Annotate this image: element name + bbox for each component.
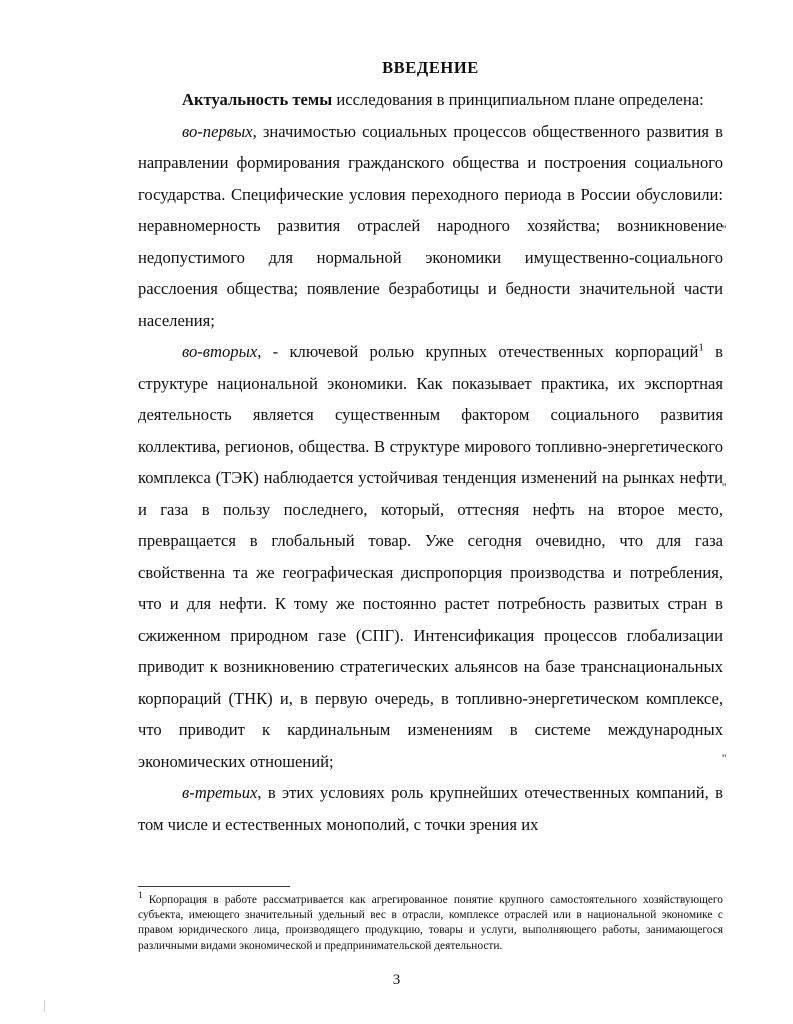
- lead-phrase-2: темы: [288, 90, 333, 109]
- page-title: ВВЕДЕНИЕ: [382, 58, 479, 77]
- paragraph-first-text: , значимостью социальных процессов общественного развития в направлении формирования гражданского общества и построения социального государства. Специфические условия переходного периода в России обусловили: неравномерность развития отраслей народного хозяйства; возникновение недопустимого для нормальной экономики имущественно-социального расслоения общества; появление безработицы и бедности значительной части населения;: [138, 121, 723, 330]
- paragraph-intro: [138, 84, 723, 116]
- page-number: 3: [392, 972, 401, 988]
- page-content: [138, 58, 723, 840]
- paragraph-second-text-after: в структуре национальной экономики. Как показывает практика, их экспортная деятельность является существенным фактором социального развития коллектива, регионов, общества. В структуре мирового топливно-энергетического комплекса (ТЭК) наблюдается устойчивая тенденция изменений на рынках нефти и газа в пользу последнего, который, оттесняя нефть на второе место, превращается в глобальный товар. Уже сегодня очевидно, что для газа свойственна та же географическая диспропорция производства и потребления, что и для нефти. К тому же постоянно растет потребность развитых стран в сжиженном природном газе (СПГ). Интенсификация процессов глобализации приводит к возникновению стратегических альянсов на базе транснациональных корпораций (ТНК) и, в первую очередь, в топливно-энергетическом комплексе, что приводит к кардинальным изменениям в системе международных экономических отношений;: [138, 342, 724, 771]
- enumerator-second: во-вторых: [182, 342, 258, 361]
- scan-artifact-mark-2: '': [722, 480, 727, 494]
- scan-edge-tick: [44, 1000, 45, 1012]
- footnote-separator: [138, 886, 290, 887]
- enumerator-first: во-первых: [182, 121, 253, 141]
- footnote-block: [138, 893, 723, 954]
- paragraph-second-text: , - ключевой ролью крупных отечественных корпораций: [257, 342, 699, 361]
- footnote-number: 1: [138, 891, 143, 902]
- paragraph-first: [138, 116, 723, 337]
- scan-artifact-mark-3: '': [722, 751, 727, 765]
- paragraph-second: [138, 336, 723, 777]
- scan-artifact-mark-1: '': [722, 222, 727, 236]
- paragraph-third: [138, 777, 723, 840]
- paragraph-third-text: , в этих условиях роль крупнейших отечественных компаний, в том числе и естественных монополий, с точки зрения их: [138, 783, 723, 834]
- footnote-reference-marker: 1: [698, 341, 704, 354]
- paragraph-intro-text: исследования в принципиальном плане определена:: [332, 90, 704, 109]
- footnote-text: Корпорация в работе рассматривается как агрегированное понятие крупного самостоятельного хозяйствующего субъекта, имеющего значительный удельный вес в отрасли, комплексе отраслей или в национальной экономике с правом юридического лица, производящего продукцию, товары и услуги, выполняющего работы, занимающегося различными видами экономической и предпринимательской деятельности.: [138, 894, 723, 952]
- lead-phrase: Актуальность: [182, 90, 289, 109]
- enumerator-third: в-третьих: [182, 783, 258, 802]
